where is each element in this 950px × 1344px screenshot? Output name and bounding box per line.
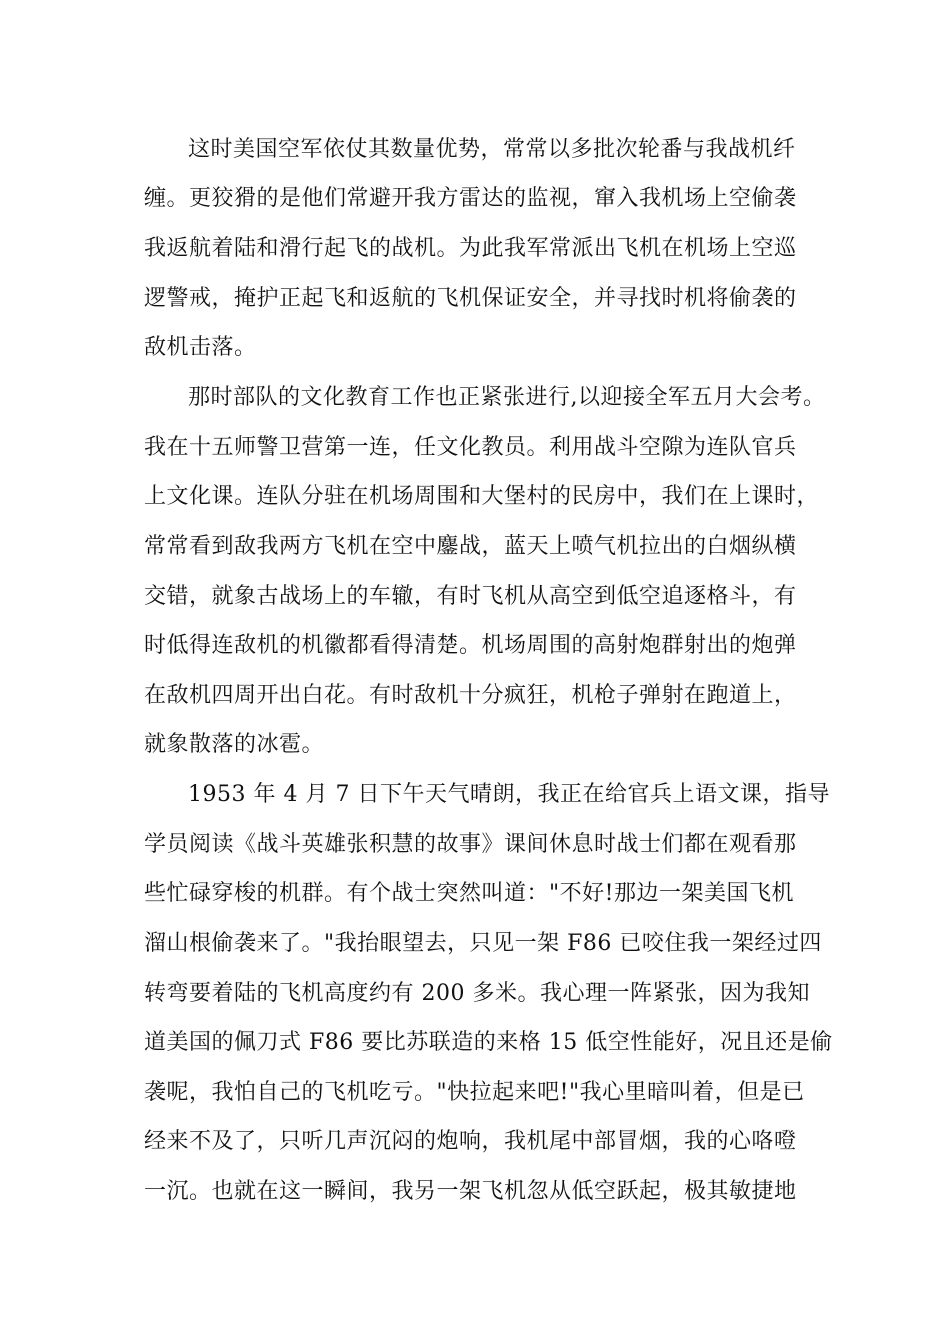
paragraph-3-line-5: 转弯要着陆的飞机高度约有 200 多米。我心理一阵紧张，因为我知 <box>144 981 810 1006</box>
paragraph-3-line-3: 些忙碌穿梭的机群。有个战士突然叫道："不好!那边一架美国飞机 <box>144 881 794 906</box>
paragraph-1-line-2: 缠。更狡猾的是他们常避开我方雷达的监视，窜入我机场上空偷袭 <box>144 186 797 211</box>
paragraph-3-line-6: 道美国的佩刀式 F86 要比苏联造的来格 15 低空性能好，况且还是偷 <box>144 1030 833 1055</box>
paragraph-2-line-6: 时低得连敌机的机徽都看得清楚。机场周围的高射炮群射出的炮弹 <box>144 633 797 658</box>
paragraph-2-line-3: 上文化课。连队分驻在机场周围和大堡村的民房中，我们在上课时， <box>144 484 820 509</box>
paragraph-3-line-2: 学员阅读《战斗英雄张积慧的故事》课间休息时战士们都在观看那 <box>144 832 797 857</box>
paragraph-3-line-7: 袭呢，我怕自己的飞机吃亏。"快拉起来吧!"我心里暗叫着，但是已 <box>144 1080 805 1105</box>
paragraph-1-line-3: 我返航着陆和滑行起飞的战机。为此我军常派出飞机在机场上空巡 <box>144 236 797 261</box>
paragraph-3-line-9: 一沉。也就在这一瞬间，我另一架飞机忽从低空跃起，极其敏捷地 <box>144 1179 797 1204</box>
paragraph-1-line-1: 这时美国空军依仗其数量优势，常常以多批次轮番与我战机纤 <box>188 137 796 162</box>
paragraph-1-line-4: 逻警戒，掩护正起飞和返航的飞机保证安全，并寻找时机将偷袭的 <box>144 286 797 311</box>
paragraph-1-line-5: 敌机击落。 <box>144 335 257 360</box>
paragraph-2-line-7: 在敌机四周开出白花。有时敌机十分疯狂，机枪子弹射在跑道上， <box>144 683 797 708</box>
paragraph-2-line-4: 常常看到敌我两方飞机在空中鏖战，蓝天上喷气机拉出的白烟纵横 <box>144 534 797 559</box>
paragraph-2-line-2: 我在十五师警卫营第一连，任文化教员。利用战斗空隙为连队官兵 <box>144 435 797 460</box>
paragraph-3-line-1: 1953 年 4 月 7 日下午天气晴朗，我正在给官兵上语文课，指导 <box>188 782 830 807</box>
paragraph-3-line-8: 经来不及了，只听几声沉闷的炮响，我机尾中部冒烟，我的心咯噔 <box>144 1129 797 1154</box>
paragraph-2-line-5: 交错，就象古战场上的车辙，有时飞机从高空到低空追逐格斗，有 <box>144 584 797 609</box>
paragraph-2-line-1: 那时部队的文化教育工作也正紧张进行,以迎接全军五月大会考。 <box>188 385 826 410</box>
paragraph-2-line-8: 就象散落的冰雹。 <box>144 732 325 757</box>
paragraph-3-line-4: 溜山根偷袭来了。"我抬眼望去，只见一架 F86 已咬住我一架经过四 <box>144 931 822 956</box>
